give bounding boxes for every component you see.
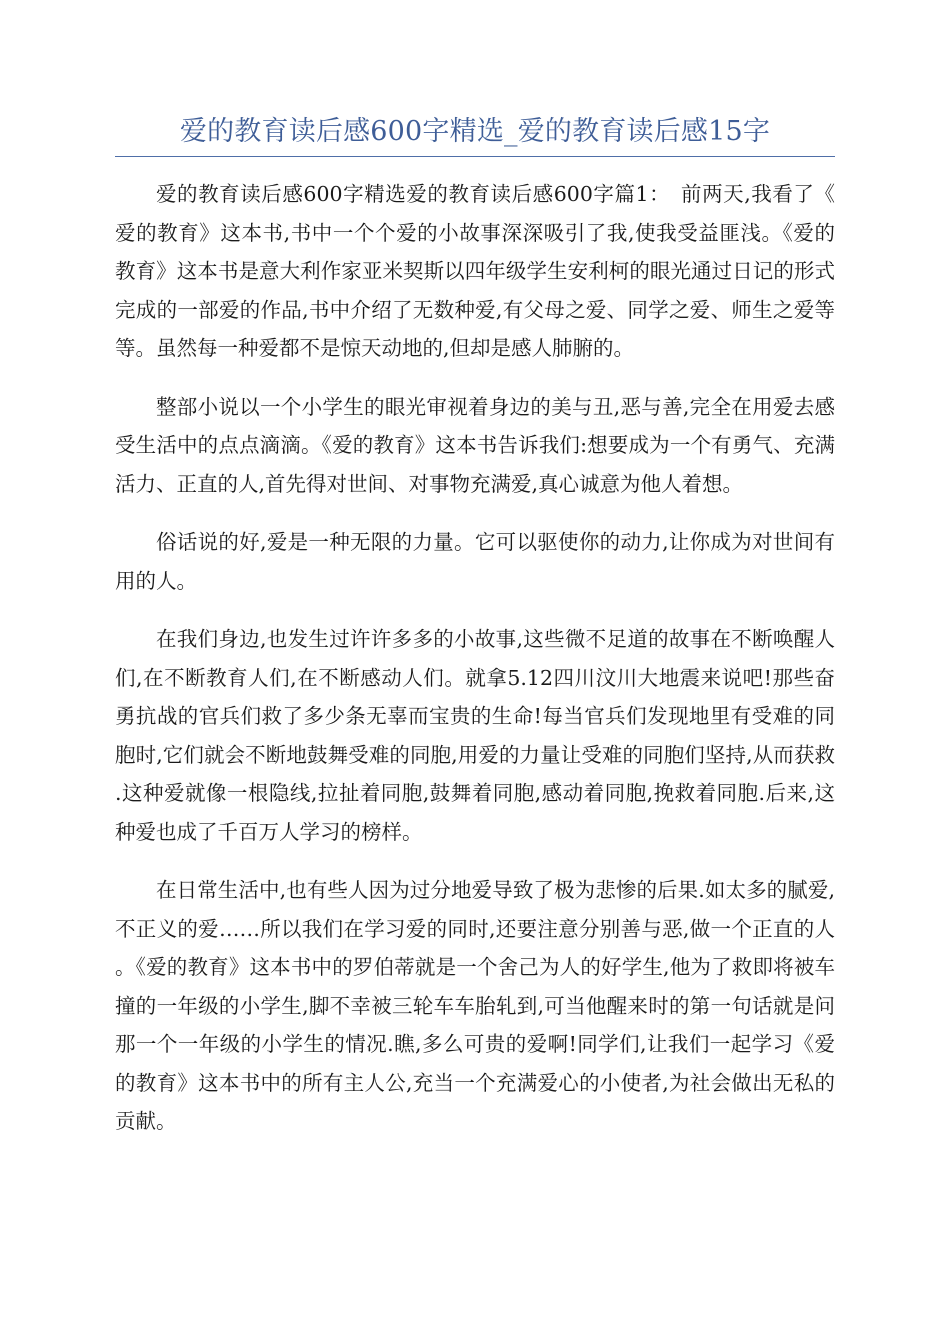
paragraph-3: 俗话说的好,爱是一种无限的力量。它可以驱使你的动力,让你成为对世间有用的人。	[115, 530, 835, 593]
paragraph-5: 在日常生活中,也有些人因为过分地爱导致了极为悲惨的后果.如太多的腻爱,不正义的爱……所以我们在学习爱的同时,还要注意分别善与恶,做一个正直的人。《爱的教育》这本书中的罗伯蒂就是一个舍己为人的好学生,他为了救即将被车撞的一年级的小学生,脚不幸被三轮车车胎轧到,可当他醒来时的第一句话就是问那一个一年级的小学生的情况.瞧,多么可贵的爱啊!同学们,让我们一起学习《爱的教育》这本书中的所有主人公,充当一个充满爱心的小使者,为社会做出无私的贡献。	[115, 878, 835, 1133]
paragraph-1: 爱的教育读后感600字精选爱的教育读后感600字篇1： 前两天,我看了《爱的教育》这本书,书中一个个爱的小故事深深吸引了我,使我受益匪浅。《爱的教育》这本书是意大利作家亚米契斯以四年级学生安利柯的眼光通过日记的形式完成的一部爱的作品,书中介绍了无数种爱,有父母之爱、同学之爱、师生之爱等等。虽然每一种爱都不是惊天动地的,但却是感人肺腑的。	[115, 182, 835, 360]
paragraph-4: 在我们身边,也发生过许许多多的小故事,这些微不足道的故事在不断唤醒人们,在不断教育人们,在不断感动人们。就拿5.12四川汶川大地震来说吧!那些奋勇抗战的官兵们救了多少条无辜而宝贵的生命!每当官兵们发现地里有受难的同胞时,它们就会不断地鼓舞受难的同胞,用爱的力量让受难的同胞们坚持,从而获救.这种爱就像一根隐线,拉扯着同胞,鼓舞着同胞,感动着同胞,挽救着同胞.后来,这种爱也成了千百万人学习的榜样。	[115, 627, 835, 844]
article-body	[115, 175, 835, 1161]
page-title: 爱的教育读后感600字精选_爱的教育读后感15字	[179, 116, 771, 147]
paragraph-2: 整部小说以一个小学生的眼光审视着身边的美与丑,恶与善,完全在用爱去感受生活中的点点滴滴。《爱的教育》这本书告诉我们:想要成为一个有勇气、充满活力、正直的人,首先得对世间、对事物充满爱,真心诚意为他人着想。	[115, 394, 835, 496]
title-block	[115, 112, 835, 157]
